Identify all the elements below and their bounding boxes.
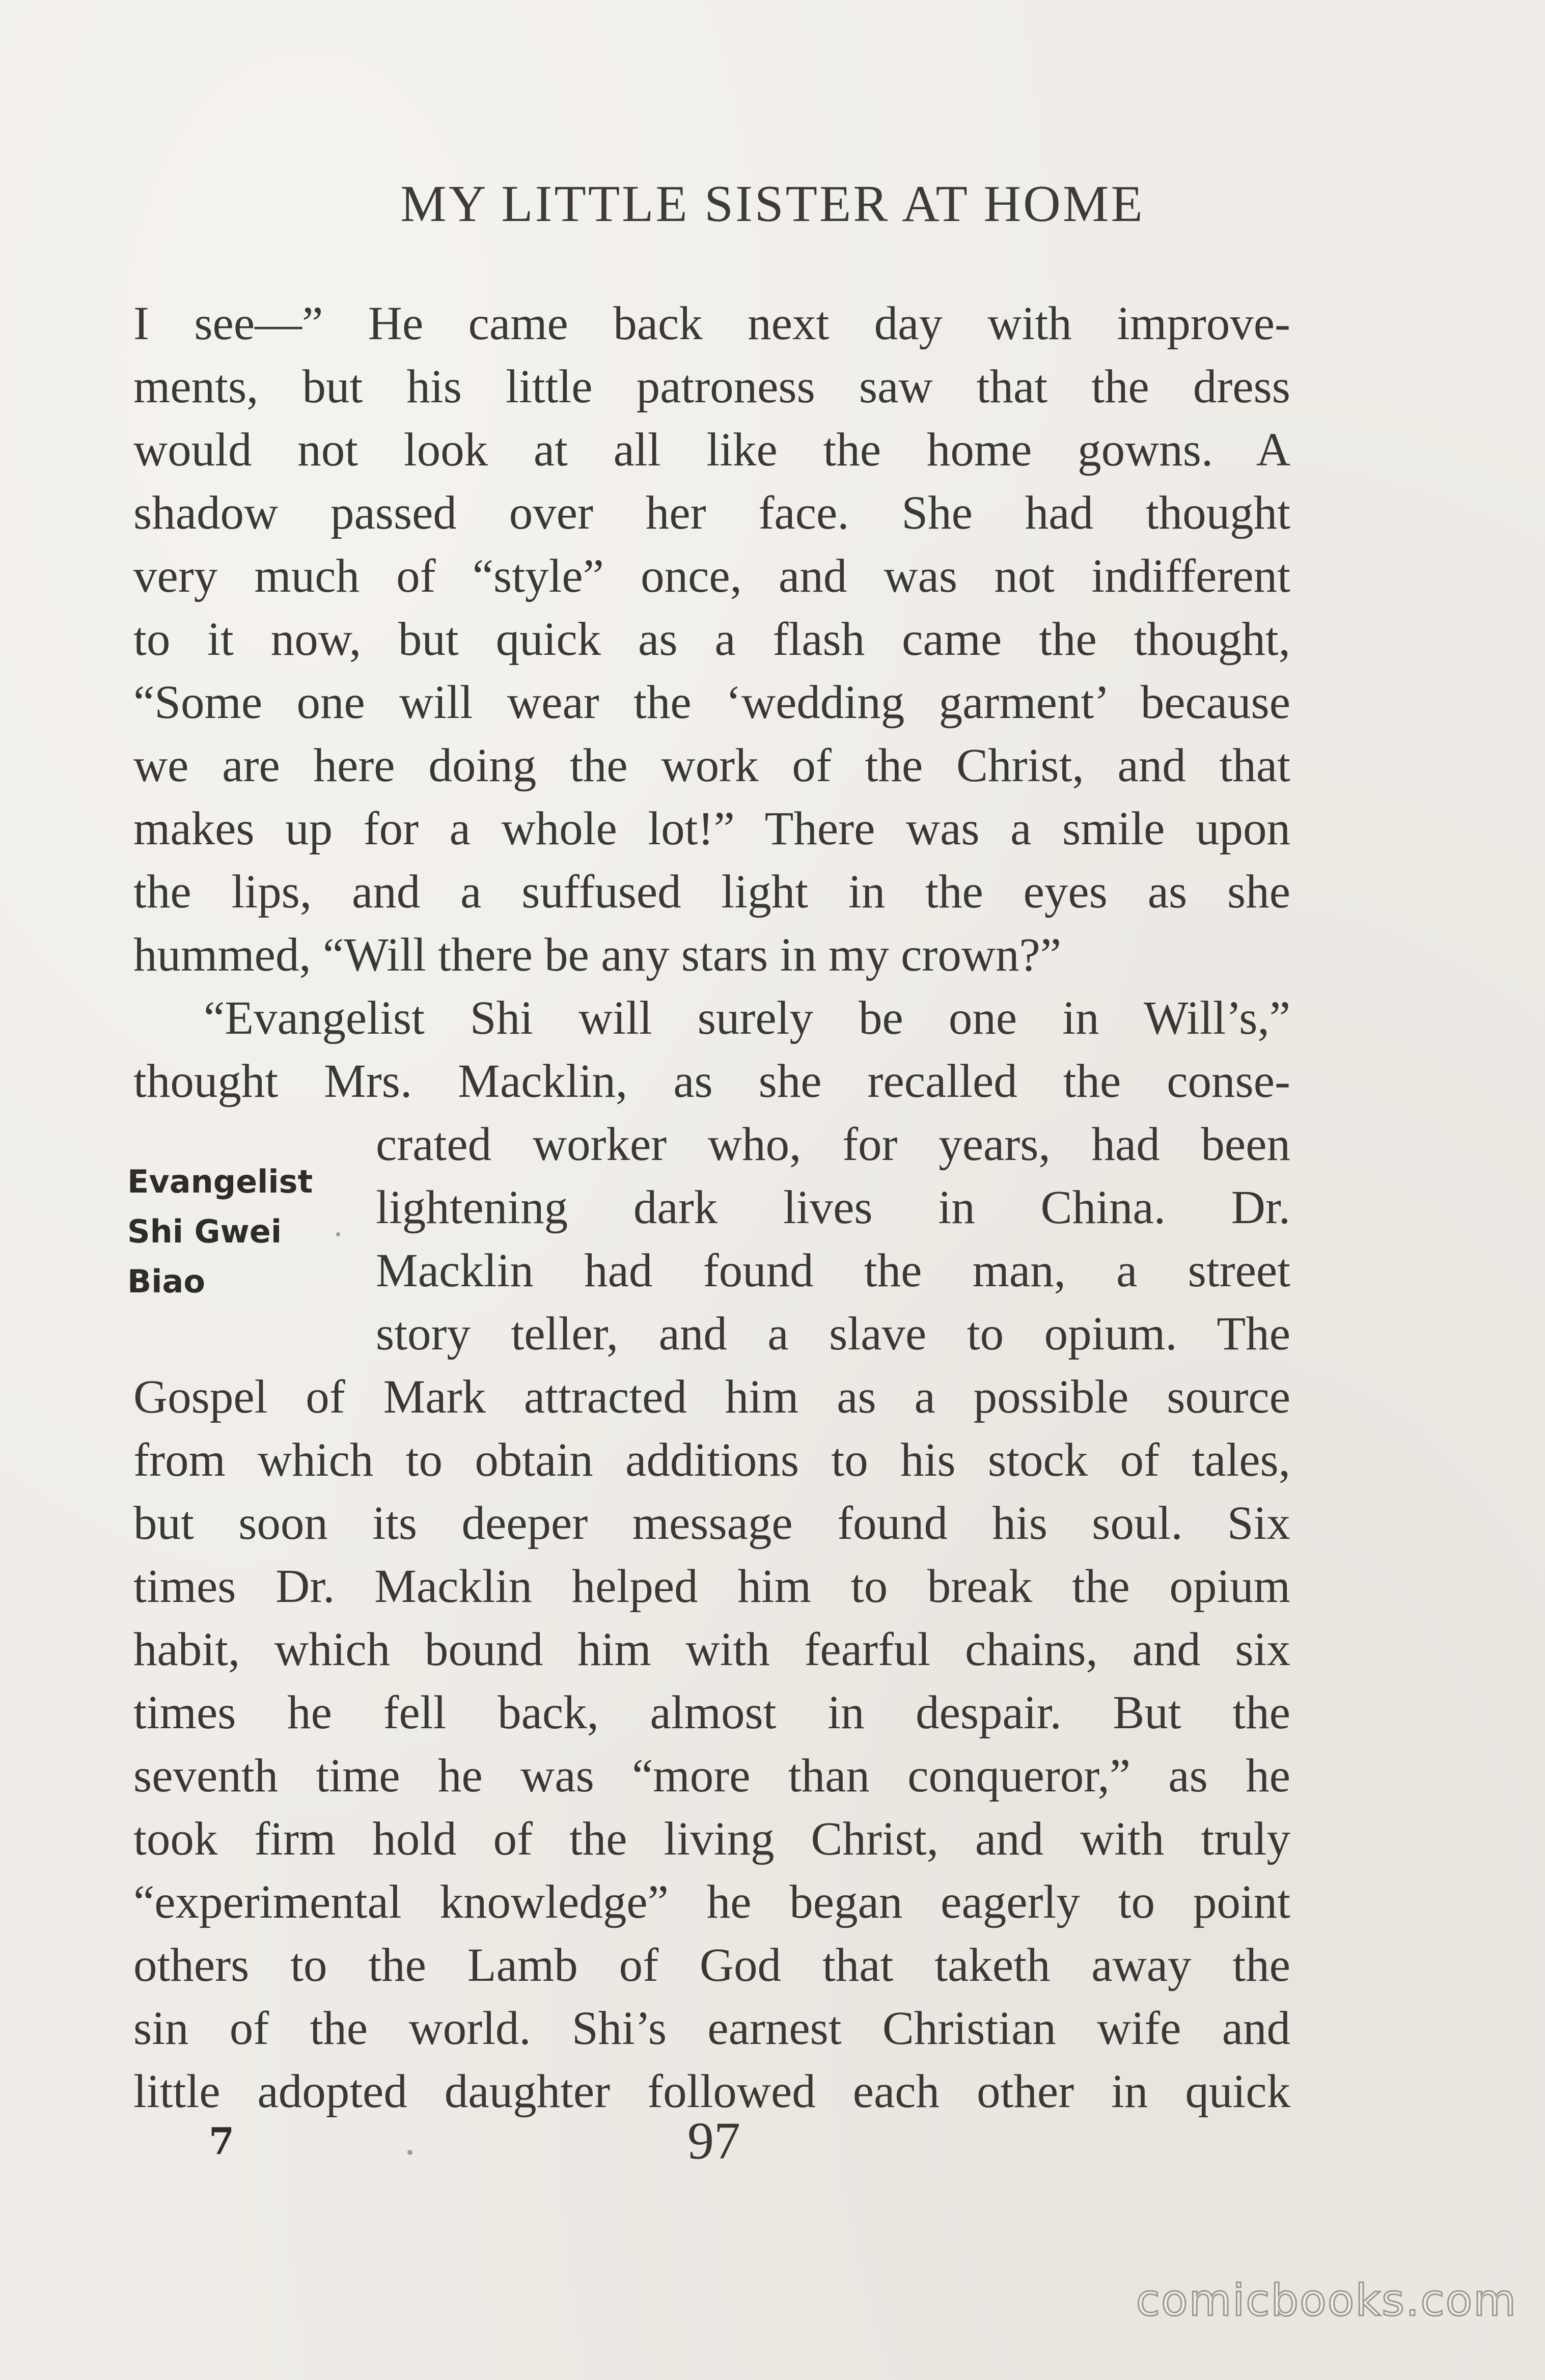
margin-note-line: Shi Gwei bbox=[127, 1213, 282, 1250]
paper-speck bbox=[336, 1232, 340, 1236]
text-line: hummed, “Will there be any stars in my crown?” bbox=[133, 929, 1062, 981]
text-line: ments, but his little patroness saw that the dress bbox=[133, 361, 1290, 413]
text-line: Macklin had found the man, a street bbox=[376, 1244, 1290, 1297]
text-line: story teller, and a slave to opium. The bbox=[376, 1308, 1290, 1360]
text-line: shadow passed over her face. She had thought bbox=[133, 487, 1290, 539]
text-line: to it now, but quick as a flash came the thought, bbox=[133, 613, 1290, 666]
text-line: sin of the world. Shi’s earnest Christian wife and bbox=[133, 2002, 1290, 2055]
text-line: habit, which bound him with fearful chains, and six bbox=[133, 1623, 1290, 1676]
signature-mark: 7 bbox=[209, 2119, 235, 2163]
margin-note-line: Biao bbox=[127, 1263, 205, 1300]
text-line: “Evangelist Shi will surely be one in Will’s,” bbox=[204, 992, 1290, 1044]
text-line: times Dr. Macklin helped him to break the opium bbox=[133, 1560, 1290, 1613]
text-line: “Some one will wear the ‘wedding garment’ because bbox=[133, 676, 1290, 729]
text-line: little adopted daughter followed each other in quick bbox=[133, 2065, 1290, 2118]
text-line: others to the Lamb of God that taketh away the bbox=[133, 1939, 1290, 1991]
text-line: took firm hold of the living Christ, and with truly bbox=[133, 1813, 1290, 1865]
text-line: from which to obtain additions to his stock of tales, bbox=[133, 1434, 1290, 1486]
margin-note bbox=[127, 1157, 351, 1307]
text-line: would not look at all like the home gowns. A bbox=[133, 424, 1290, 476]
text-line: crated worker who, for years, had been bbox=[376, 1118, 1290, 1171]
text-line: the lips, and a suffused light in the eyes as she bbox=[133, 866, 1290, 918]
text-line: seventh time he was “more than conqueror,” as he bbox=[133, 1750, 1290, 1802]
text-line: I see—” He came back next day with improve- bbox=[133, 297, 1290, 350]
text-line: lightening dark lives in China. Dr. bbox=[376, 1181, 1290, 1234]
text-line: times he fell back, almost in despair. But the bbox=[133, 1686, 1290, 1739]
text-line: we are here doing the work of the Christ, and that bbox=[133, 739, 1290, 792]
text-line: thought Mrs. Macklin, as she recalled the conse- bbox=[133, 1055, 1290, 1108]
text-line: but soon its deeper message found his soul. Six bbox=[133, 1497, 1290, 1549]
running-head: MY LITTLE SISTER AT HOME bbox=[400, 175, 1145, 233]
text-line: Gospel of Mark attracted him as a possible source bbox=[133, 1371, 1290, 1423]
watermark-logo: comicbooks.com bbox=[1136, 2275, 1517, 2326]
text-line: “experimental knowledge” he began eagerly to point bbox=[133, 1876, 1290, 1928]
paper-speck bbox=[407, 2150, 412, 2155]
margin-note-line: Evangelist bbox=[127, 1163, 313, 1200]
text-line: makes up for a whole lot!” There was a smile upon bbox=[133, 802, 1290, 855]
page-number: 97 bbox=[687, 2112, 740, 2170]
text-line: very much of “style” once, and was not indifferent bbox=[133, 550, 1290, 602]
